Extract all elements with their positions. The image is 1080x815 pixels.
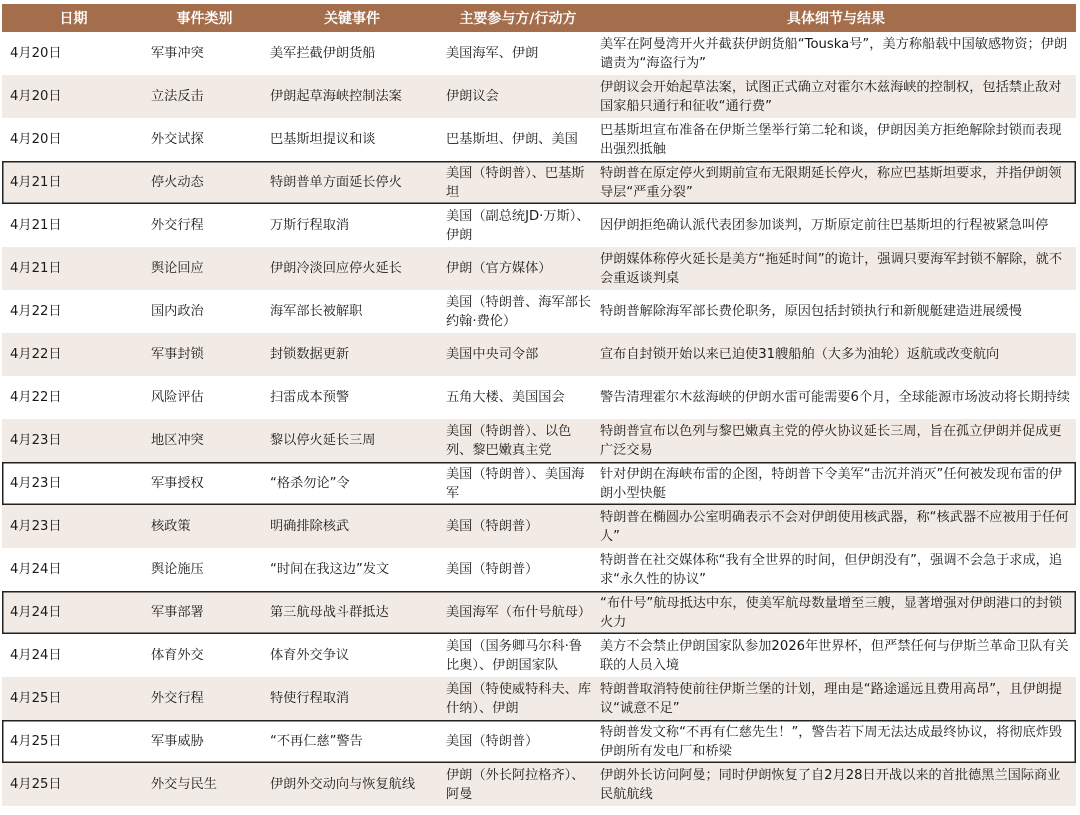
cell-event: 万斯行程取消: [270, 218, 350, 233]
cell-party: 美国中央司令部: [446, 347, 539, 362]
cell-detail: 特朗普在椭圆办公室明确表示不会对伊朗使用核武器，称“核武器不应被用于任何人”: [600, 509, 1069, 544]
cell-detail: 美军在阿曼湾开火并截获伊朗货船“Touska号”，美方称船载中国敏感物资；伊朗谴责为“海盗行为”: [600, 36, 1068, 71]
cell-detail: 特朗普发文称“不再有仁慈先生！”，警告若下周无法达成最终协议，将彻底炸毁伊朗所有发电厂和桥梁: [600, 724, 1063, 759]
cell-category: 军事授权: [151, 476, 204, 491]
cell-event: 伊朗冷淡回应停火延长: [270, 261, 402, 276]
cell-party: 美国海军、伊朗: [446, 46, 539, 61]
table-row: [2, 462, 1076, 505]
table-row: [2, 118, 1076, 161]
cell-date: 4月20日: [10, 132, 62, 147]
cell-party: 美国（国务卿马尔科·鲁比奥）、伊朗国家队: [446, 638, 583, 673]
cell-detail: 特朗普解除海军部长费伦职务，原因包括封锁执行和新舰艇建造进展缓慢: [600, 304, 1022, 319]
cell-event: 体育外交争议: [270, 648, 350, 663]
table-row: [2, 720, 1076, 763]
cell-party: 伊朗（外长阿拉格齐）、阿曼: [446, 767, 585, 802]
table-row: [2, 161, 1076, 204]
header-party: 主要参与方/行动方: [459, 11, 577, 27]
cell-party: 美国海军（布什号航母）: [446, 605, 592, 620]
cell-event: 伊朗起草海峡控制法案: [270, 89, 402, 104]
cell-date: 4月24日: [10, 605, 62, 620]
table-row: [2, 505, 1076, 548]
cell-date: 4月25日: [10, 734, 62, 749]
cell-detail: 美方不会禁止伊朗国家队参加2026年世界杯，但严禁任何与伊斯兰革命卫队有关联的人员入境: [600, 638, 1069, 673]
cell-event: 海军部长被解职: [270, 304, 363, 319]
cell-category: 军事封锁: [151, 347, 204, 362]
table-header: [2, 4, 1076, 32]
cell-party: 美国（特朗普）、美国海军: [446, 466, 585, 501]
cell-event: 伊朗外交动向与恢复航线: [270, 777, 416, 792]
cell-category: 舆论回应: [151, 261, 204, 276]
cell-party: 美国（特朗普）、巴基斯坦: [446, 165, 585, 200]
cell-detail: 巴基斯坦宣布准备在伊斯兰堡举行第二轮和谈，伊朗因美方拒绝解除封锁而表现出强烈抵触: [600, 122, 1062, 157]
cell-category: 外交行程: [151, 218, 204, 233]
cell-event: 美军拦截伊朗货船: [270, 46, 376, 61]
cell-category: 外交行程: [151, 691, 204, 706]
table-row: [2, 548, 1076, 591]
cell-date: 4月24日: [10, 648, 62, 663]
header-detail: 具体细节与结果: [787, 11, 885, 27]
cell-category: 国内政治: [151, 304, 204, 319]
cell-event: 特朗普单方面延长停火: [270, 175, 402, 190]
cell-event: “格杀勿论”令: [270, 476, 350, 491]
header-category: 事件类别: [176, 11, 233, 27]
table-row: [2, 634, 1076, 677]
table-row: [2, 677, 1076, 720]
cell-date: 4月25日: [10, 777, 62, 792]
cell-detail: 特朗普取消特使前往伊斯兰堡的计划，理由是“路途遥远且费用高昂”，且伊朗提议“诚意不足”: [600, 681, 1063, 716]
cell-party: 美国（特朗普、海军部长约翰·费伦）: [446, 294, 592, 329]
table-row: [2, 204, 1076, 247]
table-row: [2, 333, 1076, 376]
cell-date: 4月21日: [10, 218, 62, 233]
cell-event: 特使行程取消: [270, 691, 350, 706]
cell-detail: “布什号”航母抵达中东，使美军航母数量增至三艘，显著增强对伊朗港口的封锁火力: [600, 595, 1063, 630]
cell-date: 4月21日: [10, 175, 62, 190]
cell-category: 舆论施压: [151, 562, 204, 577]
cell-detail: 宣布自封锁开始以来已迫使31艘船舶（大多为油轮）返航或改变航向: [600, 347, 1000, 362]
cell-event: 扫雷成本预警: [270, 390, 350, 405]
cell-event: “时间在我这边”发文: [270, 562, 390, 577]
table-row: [2, 32, 1076, 75]
cell-date: 4月21日: [10, 261, 62, 276]
cell-date: 4月22日: [10, 390, 62, 405]
cell-detail: 警告清理霍尔木兹海峡的伊朗水雷可能需要6个月，全球能源市场波动将长期持续: [600, 390, 1070, 405]
cell-date: 4月22日: [10, 347, 62, 362]
table-row: [2, 763, 1076, 806]
cell-category: 外交与民生: [151, 777, 217, 792]
cell-category: 风险评估: [151, 390, 204, 405]
cell-party: 美国（特朗普）、以色列、黎巴嫩真主党: [446, 423, 572, 458]
header-event: 关键事件: [324, 11, 380, 27]
cell-event: 第三航母战斗群抵达: [270, 605, 389, 620]
table-row: [2, 290, 1076, 333]
cell-category: 停火动态: [151, 175, 204, 190]
table-body: [2, 32, 1076, 806]
cell-party: 美国（特朗普）: [446, 519, 539, 534]
cell-date: 4月23日: [10, 476, 62, 491]
events-table: [2, 4, 1076, 806]
header-date: 日期: [59, 11, 88, 27]
table-row: [2, 376, 1076, 419]
cell-event: “不再仁慈”警告: [270, 734, 363, 749]
cell-date: 4月23日: [10, 433, 62, 448]
cell-party: 美国（特朗普）: [446, 562, 539, 577]
cell-date: 4月25日: [10, 691, 62, 706]
cell-category: 军事威胁: [151, 734, 204, 749]
cell-date: 4月23日: [10, 519, 62, 534]
cell-detail: 特朗普宣布以色列与黎巴嫩真主党的停火协议延长三周，旨在孤立伊朗并促成更广泛交易: [600, 423, 1062, 458]
cell-detail: 因伊朗拒绝确认派代表团参加谈判，万斯原定前往巴基斯坦的行程被紧急叫停: [600, 218, 1049, 233]
cell-detail: 伊朗媒体称停火延长是美方“拖延时间”的诡计，强调只要海军封锁不解除，就不会重返谈判桌: [600, 251, 1063, 286]
cell-event: 巴基斯坦提议和谈: [270, 132, 376, 147]
cell-event: 封锁数据更新: [270, 347, 350, 362]
cell-party: 伊朗（官方媒体）: [446, 261, 552, 276]
cell-category: 地区冲突: [151, 433, 204, 448]
cell-event: 明确排除核武: [270, 519, 350, 534]
cell-detail: 伊朗外长访问阿曼；同时伊朗恢复了自2月28日开战以来的首批德黑兰国际商业民航航线: [600, 767, 1061, 802]
table-row: [2, 419, 1076, 462]
cell-detail: 伊朗议会开始起草法案，试图正式确立对霍尔木兹海峡的控制权，包括禁止敌对国家船只通行和征收“通行费”: [600, 79, 1062, 114]
cell-category: 核政策: [151, 519, 191, 534]
cell-detail: 针对伊朗在海峡布雷的企图，特朗普下令美军“击沉并消灭”任何被发现布雷的伊朗小型快艇: [600, 466, 1063, 501]
cell-category: 外交试探: [151, 132, 204, 147]
cell-date: 4月22日: [10, 304, 62, 319]
cell-category: 军事冲突: [151, 46, 204, 61]
cell-event: 黎以停火延长三周: [270, 433, 376, 448]
cell-party: 美国（特朗普）: [446, 734, 539, 749]
table-row: [2, 247, 1076, 290]
table-row: [2, 75, 1076, 118]
cell-category: 体育外交: [151, 648, 204, 663]
cell-party: 巴基斯坦、伊朗、美国: [446, 132, 578, 147]
cell-category: 立法反击: [151, 89, 204, 104]
cell-date: 4月24日: [10, 562, 62, 577]
cell-detail: 特朗普在原定停火到期前宣布无限期延长停火，称应巴基斯坦要求，并指伊朗领导层“严重分裂”: [600, 165, 1062, 200]
cell-party: 美国（副总统JD·万斯）、伊朗: [446, 208, 590, 243]
cell-party: 伊朗议会: [446, 89, 499, 104]
cell-date: 4月20日: [10, 89, 62, 104]
cell-detail: 特朗普在社交媒体称“我有全世界的时间，但伊朗没有”，强调不会急于求成，追求“永久性的协议”: [600, 552, 1063, 587]
cell-date: 4月20日: [10, 46, 62, 61]
cell-category: 军事部署: [151, 605, 204, 620]
table-row: [2, 591, 1076, 634]
cell-party: 五角大楼、美国国会: [446, 390, 565, 405]
cell-party: 美国（特使威特科夫、库什纳）、伊朗: [446, 681, 592, 716]
